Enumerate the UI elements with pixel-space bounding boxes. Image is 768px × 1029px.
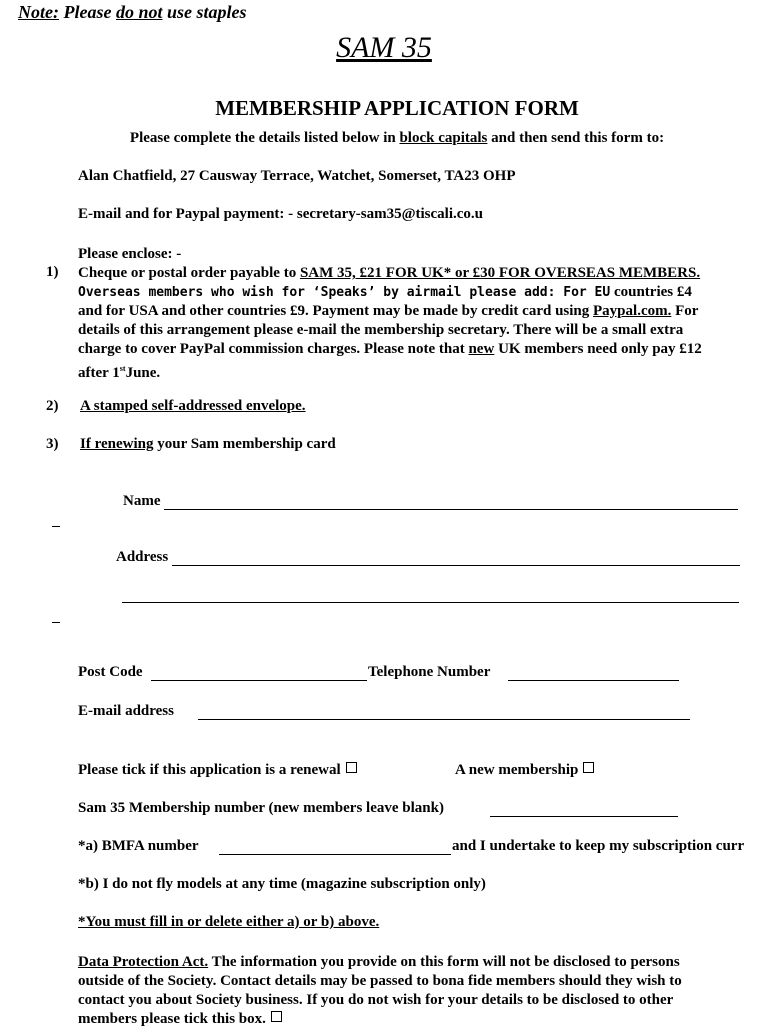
note-text-2: use staples	[162, 2, 247, 22]
name-field[interactable]	[164, 509, 738, 510]
name-label: Name	[123, 493, 161, 509]
bmfa-label: *a) BMFA number	[78, 838, 199, 854]
data-protection-heading: Data Protection Act.	[78, 954, 209, 970]
item-2-text: A stamped self-addressed envelope.	[80, 398, 306, 414]
page-title: SAM 35	[336, 31, 432, 64]
data-protection-text: The information you provide on this form will not be disclosed to persons outside of the Society. Contact details may be passed to bona fide members should they wish to contact you about Society business. If you do not wish for your details to be disclosed to other members please tick this box.	[78, 954, 682, 1027]
data-protection-checkbox[interactable]	[271, 1011, 282, 1022]
contact-email: E-mail and for Paypal payment: - secretary-sam35@tiscali.co.u	[78, 206, 484, 222]
new-membership-label: A new membership	[455, 762, 579, 778]
email-label: E-mail address	[78, 703, 174, 719]
item-1-text	[78, 264, 718, 383]
item-1-seg4: countries £4 and for USA and other countries £9. Payment may be made by credit card using	[78, 284, 692, 319]
postal-address: Alan Chatfield, 27 Causway Terrace, Watchet, Somerset, TA23 OHP	[78, 168, 516, 184]
item-1-fees: SAM 35, £21 FOR UK* or £30 FOR OVERSEAS MEMBERS.	[299, 265, 701, 281]
membership-number-label: Sam 35 Membership number (new members leave blank)	[78, 800, 444, 816]
margin-dash	[52, 622, 60, 623]
address-label: Address	[116, 549, 169, 565]
address-field-line-1[interactable]	[172, 565, 740, 566]
new-membership-row	[455, 762, 594, 779]
item-1-seg3: Overseas members who wish for ‘Speaks’ by airmail please add: For EU	[78, 285, 611, 300]
must-fill-note: *You must fill in or delete either a) or b) above.	[78, 914, 380, 930]
bmfa-field[interactable]	[219, 854, 451, 855]
note-text-1: Please	[58, 2, 116, 22]
item-1-new: new	[468, 341, 495, 357]
margin-dash	[52, 526, 60, 527]
instructions-after: and then send this form to:	[487, 130, 665, 146]
item-1-seg6: For details of this arrangement please e-mail the membership secretary. There will be a small extra charge to cover PayPal commission charges. Please note that	[78, 303, 699, 357]
item-3-emphasis: If renewing	[80, 436, 154, 452]
renewal-label: Please tick if this application is a renewal	[78, 762, 341, 778]
paypal-link: Paypal.com.	[593, 303, 672, 319]
new-membership-checkbox[interactable]	[583, 762, 594, 773]
staples-note	[18, 2, 247, 23]
item-1-seg8: UK members need only pay £12 after 1	[78, 341, 702, 381]
email-field[interactable]	[198, 719, 690, 720]
telephone-field[interactable]	[508, 680, 679, 681]
note-label: Note:	[18, 2, 59, 22]
renewal-checkbox[interactable]	[346, 762, 357, 773]
item-3-rest: your Sam membership card	[153, 436, 336, 452]
renewal-row	[78, 762, 357, 779]
data-protection-paragraph	[78, 953, 728, 1029]
item-3-text	[80, 436, 336, 453]
item-2-number: 2)	[46, 398, 59, 414]
item-1-seg1: Cheque or postal order payable to	[78, 265, 300, 281]
instructions	[0, 130, 768, 147]
item-1-seg10: June.	[125, 365, 161, 381]
instructions-before: Please complete the details listed below in	[129, 130, 400, 146]
note-emphasis: do not	[115, 2, 163, 22]
postcode-field[interactable]	[151, 680, 367, 681]
postcode-label: Post Code	[78, 664, 143, 680]
enclose-label: Please enclose: -	[78, 246, 182, 262]
telephone-label: Telephone Number	[368, 664, 491, 680]
instructions-emphasis: block capitals	[399, 130, 488, 146]
item-3-number: 3)	[46, 436, 59, 452]
no-fly-option: *b) I do not fly models at any time (magazine subscription only)	[78, 876, 486, 892]
address-field-line-2[interactable]	[122, 602, 739, 603]
item-1-ordinal: st	[119, 364, 126, 373]
bmfa-undertaking: and I undertake to keep my subscription curr	[452, 838, 745, 854]
form-heading: MEMBERSHIP APPLICATION FORM	[215, 96, 579, 120]
item-1-number: 1)	[46, 264, 59, 280]
membership-number-field[interactable]	[490, 816, 678, 817]
